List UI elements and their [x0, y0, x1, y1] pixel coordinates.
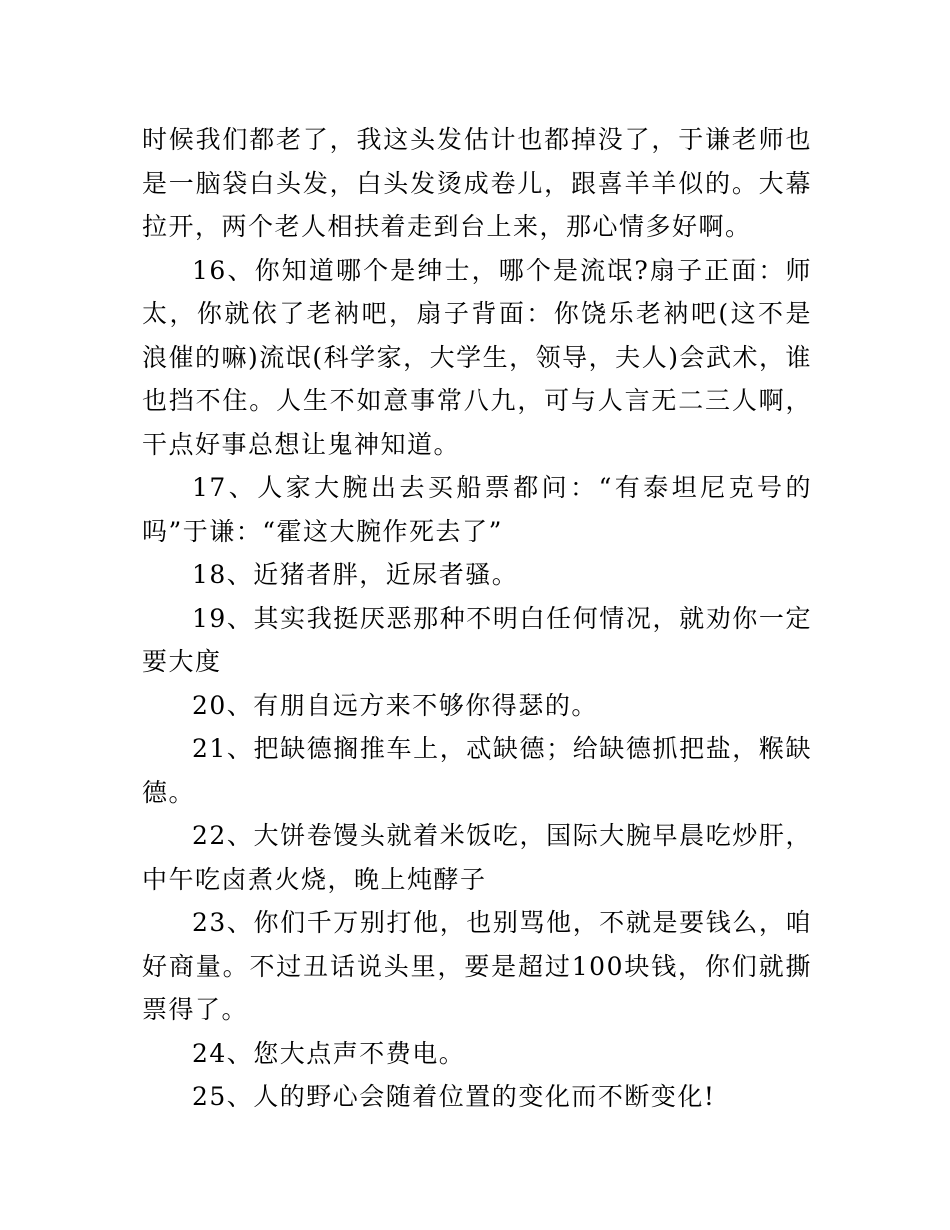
paragraph-item-19: 19、其实我挺厌恶那种不明白任何情况，就劝你一定要大度: [142, 603, 812, 676]
paragraph-item-16: 16、你知道哪个是绅士，哪个是流氓?扇子正面：师太，你就依了老衲吧，扇子背面：你饶乐老衲吧(这不是浪催的嘛)流氓(科学家，大学生，领导，夫人)会武术，谁也挡不住。人生不如意事常八九，可与人言无二三人啊，干点好事总想让鬼神知道。: [142, 255, 812, 459]
paragraph-item-17: 17、人家大腕出去买船票都问：“有泰坦尼克号的吗”于谦：“霍这大腕作死去了”: [142, 473, 812, 546]
paragraph-item-18: 18、近猪者胖，近尿者骚。: [192, 560, 519, 589]
paragraph-item-23: 23、你们千万别打他，也别骂他，不就是要钱么，咱好商量。不过丑话说头里，要是超过100块钱，你们就撕票得了。: [142, 908, 812, 1024]
paragraph-item-24: 24、您大点声不费电。: [192, 1038, 466, 1068]
paragraph-item-25: 25、人的野心会随着位置的变化而不断变化!: [192, 1082, 716, 1111]
document-body: [142, 118, 812, 1119]
paragraph-continuation: 时候我们都老了，我这头发估计也都掉没了，于谦老师也是一脑袋白头发，白头发烫成卷儿，跟喜羊羊似的。大幕拉开，两个老人相扶着走到台上来，那心情多好啊。: [142, 125, 812, 241]
paragraph-item-21: 21、把缺德搁推车上，忒缺德；给缺德抓把盐，糇缺德。: [142, 734, 812, 807]
paragraph-item-22: 22、大饼卷馒头就着米饭吃，国际大腕早晨吃炒肝，中午吃卤煮火烧，晚上炖酵子: [142, 821, 812, 894]
paragraph-item-20: 20、有朋自远方来不够你得瑟的。: [192, 690, 598, 720]
